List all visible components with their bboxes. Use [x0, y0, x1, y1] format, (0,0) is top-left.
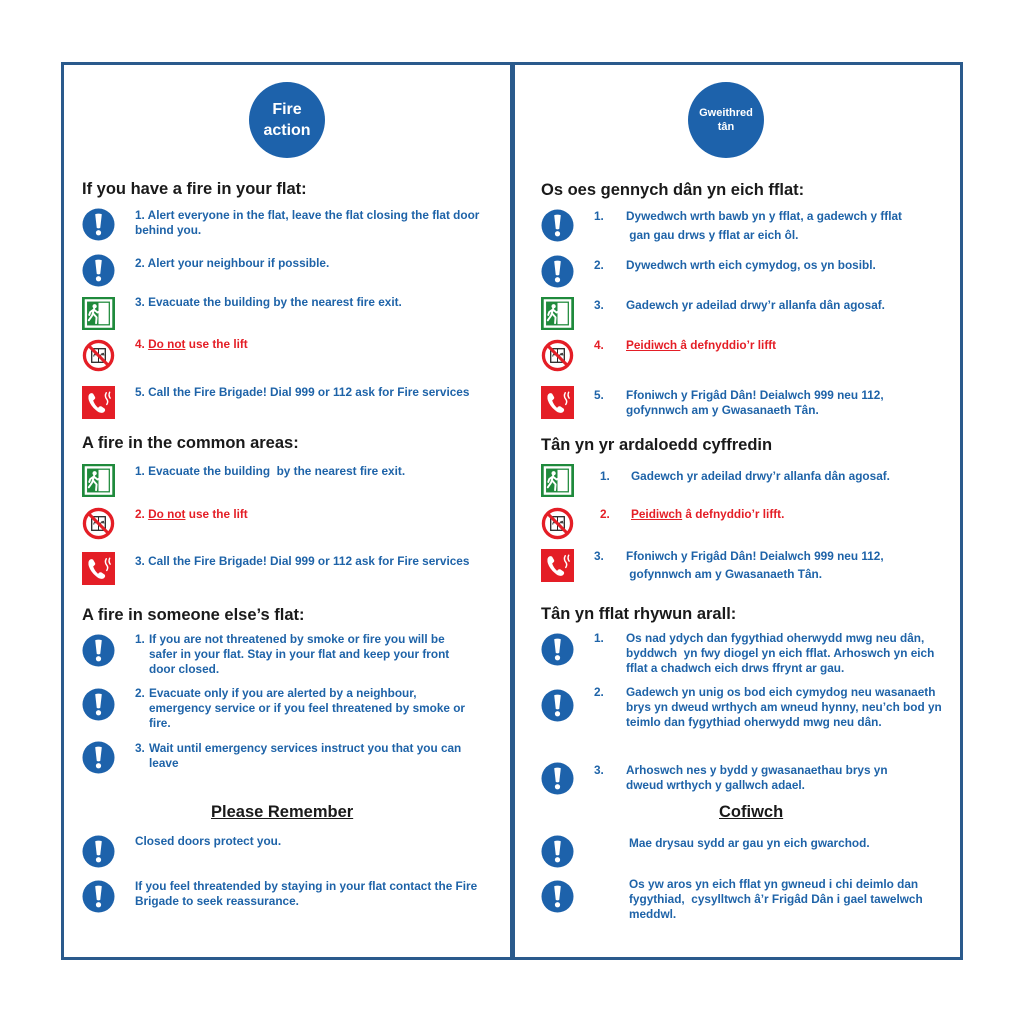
cofiwch-heading: Cofiwch — [719, 803, 784, 821]
instruction-text: 3. Evacuate the building by the nearest fire exit. — [135, 295, 402, 309]
instruction-text: Gadewch yr adeilad drwy’r allanfa dân agosaf. — [626, 298, 885, 312]
fire-telephone-icon — [82, 386, 115, 419]
fire-telephone-icon — [541, 549, 574, 582]
mandatory-exclamation-icon — [82, 880, 115, 913]
instruction-text-continued: gan gau drws y fflat ar eich ôl. — [626, 228, 799, 242]
heading-common-areas: A fire in the common areas: — [82, 434, 299, 452]
heading-fire-in-flat: If you have a fire in your flat: — [82, 180, 307, 198]
instruction-text: Gadewch yn unig os bod eich cymydog neu wasanaeth brys yn dweud wrthych am wneud hynny, neu’ch bod yn teimlo dan fygythiad oherwydd mwg neu dân. — [626, 685, 942, 729]
item-number: 3. — [594, 549, 604, 563]
instruction-text: Gadewch yr adeilad drwy’r allanfa dân agosaf. — [631, 469, 890, 483]
instruction-text: Ffoniwch y Frigâd Dân! Deialwch 999 neu 112, gofynnwch am y Gwasanaeth Tân. — [626, 388, 884, 417]
mandatory-exclamation-icon — [82, 688, 115, 721]
instruction-text: Arhoswch nes y bydd y gwasanaethau brys yn dweud wrthych y gallwch adael. — [626, 763, 888, 792]
no-lift-icon — [541, 339, 574, 372]
item-number: 5. — [594, 388, 604, 402]
instruction-text-warning: Peidiwch â defnyddio’r lifft. — [631, 507, 785, 521]
instruction-text: Dywedwch wrth bawb yn y fflat, a gadewch y fflat — [626, 209, 902, 223]
mandatory-exclamation-icon — [82, 741, 115, 774]
instruction-text-continued: gofynnwch am y Gwasanaeth Tân. — [626, 567, 823, 581]
heading-someone-elses-flat-welsh: Tân yn fflat rhywun arall: — [541, 605, 737, 623]
mandatory-exclamation-icon — [541, 255, 574, 288]
no-lift-icon — [541, 507, 574, 540]
mandatory-exclamation-icon — [541, 689, 574, 722]
item-number: 2. — [135, 686, 145, 700]
reminder-text: Os yw aros yn eich fflat yn gwneud i chi deimlo dan fygythiad, cysylltwch â’r Frigâd Dân i gael tawelwch meddwl. — [629, 877, 926, 921]
fire-exit-icon — [82, 297, 115, 330]
heading-common-areas-welsh: Tân yn yr ardaloedd cyffredin — [541, 436, 773, 454]
item-number: 2. — [594, 258, 604, 272]
instruction-text: Dywedwch wrth eich cymydog, os yn bosibl. — [626, 258, 876, 272]
mandatory-exclamation-icon — [82, 634, 115, 667]
badge-title-line1: Gweithred — [699, 107, 753, 119]
item-number: 3. — [594, 763, 604, 777]
item-number: 1. — [594, 631, 604, 645]
item-number: 3. — [135, 741, 145, 755]
instruction-text-warning: 4. Do not use the lift — [135, 337, 248, 351]
item-number: 1. — [600, 469, 610, 483]
mandatory-exclamation-icon — [541, 209, 574, 242]
instruction-text: Ffoniwch y Frigâd Dân! Deialwch 999 neu 112, — [626, 549, 884, 563]
instruction-text: 5. Call the Fire Brigade! Dial 999 or 112 ask for Fire services — [135, 385, 470, 399]
badge-title-line2: tân — [717, 121, 735, 133]
instruction-text: 2. Alert your neighbour if possible. — [135, 256, 330, 270]
reminder-text: If you feel threatended by staying in your flat contact the Fire Brigade to seek reassurance. — [135, 879, 478, 908]
badge-title-line1: Fire — [272, 101, 302, 118]
gweithred-tan-badge — [688, 82, 764, 158]
item-number: 3. — [594, 298, 604, 312]
fire-action-badge — [249, 82, 325, 158]
heading-fire-in-flat-welsh: Os oes gennych dân yn eich fflat: — [541, 181, 805, 199]
badge-title-line2: action — [263, 122, 311, 139]
item-number: 1. — [594, 209, 604, 223]
mandatory-exclamation-icon — [82, 835, 115, 868]
mandatory-exclamation-icon — [541, 633, 574, 666]
mandatory-exclamation-icon — [541, 835, 574, 868]
mandatory-exclamation-icon — [82, 208, 115, 241]
instruction-text: Os nad ydych dan fygythiad oherwydd mwg neu dân, byddwch yn fwy diogel yn eich fflat. Arhoswch yn eich fflat a chadwch eich drws ffrynt ar gau. — [626, 631, 938, 675]
item-number: 1. — [135, 632, 145, 646]
item-number: 4. — [594, 338, 604, 352]
instruction-text: If you are not threatened by smoke or fire you will be safer in your flat. Stay in your flat and keep your front door closed. — [149, 632, 450, 676]
instruction-text-warning: Peidiwch â defnyddio’r lifft — [626, 338, 777, 352]
instruction-text: 3. Call the Fire Brigade! Dial 999 or 112 ask for Fire services — [135, 554, 470, 568]
instruction-text-warning: 2. Do not use the lift — [135, 507, 248, 521]
instruction-text: Evacuate only if you are alerted by a neighbour, emergency service or if you feel threatened by smoke or fire. — [149, 686, 466, 730]
heading-someone-elses-flat: A fire in someone else’s flat: — [82, 606, 305, 624]
no-lift-icon — [82, 339, 115, 372]
item-number: 2. — [600, 507, 610, 521]
fire-exit-icon — [541, 297, 574, 330]
mandatory-exclamation-icon — [541, 762, 574, 795]
mandatory-exclamation-icon — [82, 254, 115, 287]
fire-exit-icon — [82, 464, 115, 497]
please-remember-heading: Please Remember — [211, 803, 354, 821]
instruction-text: Wait until emergency services instruct you that you can leave — [149, 741, 462, 770]
reminder-text: Closed doors protect you. — [135, 834, 282, 848]
mandatory-exclamation-icon — [541, 880, 574, 913]
instruction-text: 1. Evacuate the building by the nearest fire exit. — [135, 464, 406, 478]
fire-telephone-icon — [82, 552, 115, 585]
no-lift-icon — [82, 507, 115, 540]
instruction-text: 1. Alert everyone in the flat, leave the flat closing the flat door behind you. — [135, 208, 480, 237]
fire-telephone-icon — [541, 386, 574, 419]
item-number: 2. — [594, 685, 604, 699]
fire-exit-icon — [541, 464, 574, 497]
reminder-text: Mae drysau sydd ar gau yn eich gwarchod. — [629, 836, 870, 850]
